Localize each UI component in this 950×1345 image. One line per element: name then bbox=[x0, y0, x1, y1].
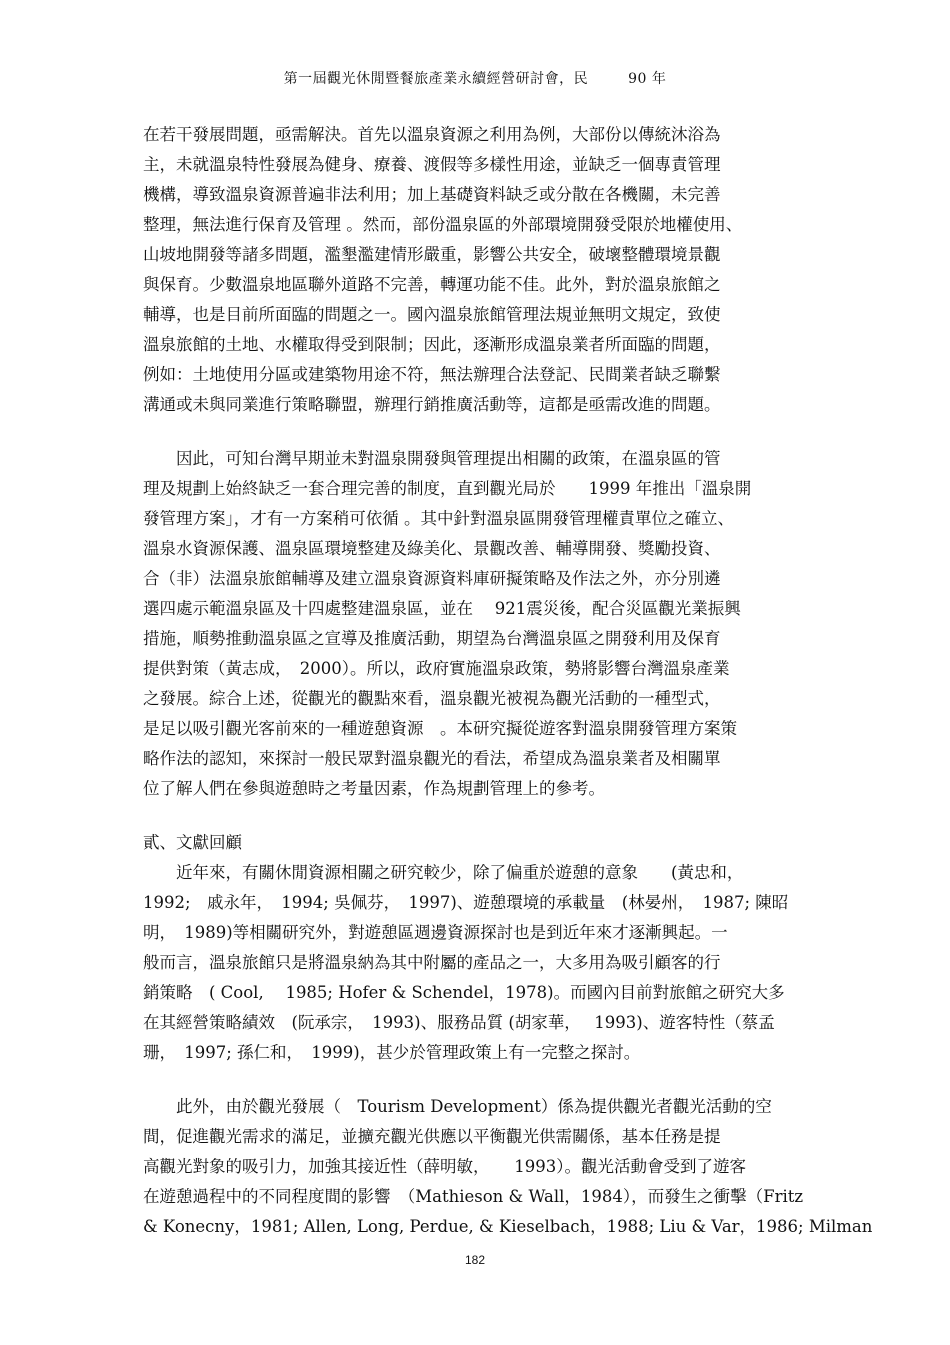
text-line: 明， 1989)等相關研究外，對遊憩區週邊資源探討也是到近年來才逐漸興起。一 bbox=[143, 923, 728, 942]
text-line: 主，未就溫泉特性發展為健身、療養、渡假等多樣性用途，並缺乏一個專責管理 bbox=[143, 155, 721, 174]
text-line: 與保育。少數溫泉地區聯外道路不完善，轉運功能不佳。此外，對於溫泉旅館之 bbox=[143, 275, 721, 294]
text-line: 1992; 戚永年， 1994; 吳佩芬， 1997)、遊憩環境的承載量 (林晏州， 1987; 陳昭 bbox=[143, 893, 789, 912]
text-line: 此外，由於觀光發展（ Tourism Development）係為提供觀光者觀光活動的空 bbox=[143, 1097, 772, 1116]
page-number: 182 bbox=[464, 1253, 486, 1267]
paragraph bbox=[143, 858, 815, 1068]
text-line: 例如：土地使用分區或建築物用途不符，無法辦理合法登記、民間業者缺乏聯繫 bbox=[143, 365, 721, 384]
text-line: & Konecny，1981; Allen, Long, Perdue, & Kieselbach，1988; Liu & Var，1986; Milman bbox=[143, 1217, 873, 1236]
text-line: 是足以吸引觀光客前來的一種遊憩資源 。本研究擬從遊客對溫泉開發管理方案策 bbox=[143, 719, 737, 738]
text-line: 溫泉水資源保護、溫泉區環境整建及綠美化、景觀改善、輔導開發、獎勵投資、 bbox=[143, 539, 721, 558]
text-line: 高觀光對象的吸引力，加強其接近性（薛明敏， 1993）。觀光活動會受到了遊客 bbox=[143, 1157, 746, 1176]
paragraph bbox=[143, 1092, 873, 1242]
paragraph bbox=[143, 444, 815, 804]
text-line: 在遊憩過程中的不同程度間的影響 （Mathieson & Wall，1984），而發生之衝擊（Fritz bbox=[143, 1187, 804, 1206]
text-line: 理及規劃上始終缺乏一套合理完善的制度，直到觀光局於 1999 年推出「溫泉開 bbox=[143, 479, 752, 498]
paragraph-gap bbox=[143, 1068, 815, 1092]
text-line: 輔導，也是目前所面臨的問題之一。國內溫泉旅館管理法規並無明文規定，致使 bbox=[143, 305, 721, 324]
text-line: 般而言，溫泉旅館只是將溫泉納為其中附屬的產品之一，大多用為吸引顧客的行 bbox=[143, 953, 721, 972]
text-line: 選四處示範溫泉區及十四處整建溫泉區，並在 921震災後，配合災區觀光業振興 bbox=[143, 599, 741, 618]
section-heading: 貳、文獻回顧 bbox=[143, 833, 242, 852]
text-line: 在其經營策略績效 (阮承宗， 1993)、服務品質 (胡家華， 1993)、遊客特性（蔡孟 bbox=[143, 1013, 775, 1032]
text-line: 因此，可知台灣早期並未對溫泉開發與管理提出相關的政策，在溫泉區的管 bbox=[143, 449, 721, 468]
text-line: 山坡地開發等諸多問題，濫墾濫建情形嚴重，影響公共安全，破壞整體環境景觀 bbox=[143, 245, 721, 264]
text-line: 近年來，有關休閒資源相關之研究較少，除了偏重於遊憩的意象 (黃忠和， bbox=[143, 863, 744, 882]
text-line: 略作法的認知，來探討一般民眾對溫泉觀光的看法，希望成為溫泉業者及相關單 bbox=[143, 749, 721, 768]
text-line: 位了解人們在參與遊憩時之考量因素，作為規劃管理上的參考。 bbox=[143, 779, 605, 798]
header-year: 90 年 bbox=[628, 71, 667, 87]
text-line: 合（非）法溫泉旅館輔導及建立溫泉資源資料庫研擬策略及作法之外，亦分別遴 bbox=[143, 569, 721, 588]
running-header bbox=[0, 68, 950, 88]
text-line: 整理，無法進行保育及管理 。然而，部份溫泉區的外部環境開發受限於地權使用、 bbox=[143, 215, 743, 234]
paragraph-gap bbox=[143, 420, 815, 444]
paragraph-gap bbox=[143, 804, 815, 828]
text-line: 珊， 1997; 孫仁和， 1999)，甚少於管理政策上有一完整之探討。 bbox=[143, 1043, 641, 1062]
text-line: 間，促進觀光需求的滿足，並擴充觀光供應以平衡觀光供需關係，基本任務是提 bbox=[143, 1127, 721, 1146]
paragraph bbox=[143, 120, 815, 420]
text-line: 提供對策（黃志成， 2000）。所以，政府實施溫泉政策，勢將影響台灣溫泉產業 bbox=[143, 659, 730, 678]
text-line: 溝通或未與同業進行策略聯盟，辦理行銷推廣活動等，這都是亟需改進的問題。 bbox=[143, 395, 721, 414]
document-body bbox=[143, 120, 873, 1242]
header-title: 第一屆觀光休閒暨餐旅產業永續經營研討會，民 bbox=[283, 71, 589, 87]
text-line: 之發展。綜合上述，從觀光的觀點來看，溫泉觀光被視為觀光活動的一種型式， bbox=[143, 689, 721, 708]
text-line: 銷策略 ( Cool, 1985; Hofer & Schendel，1978)。而國內目前對旅館之研究大多 bbox=[143, 983, 785, 1002]
text-line: 措施，順勢推動溫泉區之宣導及推廣活動，期望為台灣溫泉區之開發利用及保育 bbox=[143, 629, 721, 648]
text-line: 發管理方案」，才有一方案稍可依循 。其中針對溫泉區開發管理權責單位之確立、 bbox=[143, 509, 734, 528]
text-line: 在若干發展問題，亟需解決。首先以溫泉資源之利用為例，大部份以傳統沐浴為 bbox=[143, 125, 721, 144]
text-line: 溫泉旅館的土地、水權取得受到限制；因此，逐漸形成溫泉業者所面臨的問題， bbox=[143, 335, 721, 354]
text-line: 機構，導致溫泉資源普遍非法利用；加上基礎資料缺乏或分散在各機關，未完善 bbox=[143, 185, 721, 204]
